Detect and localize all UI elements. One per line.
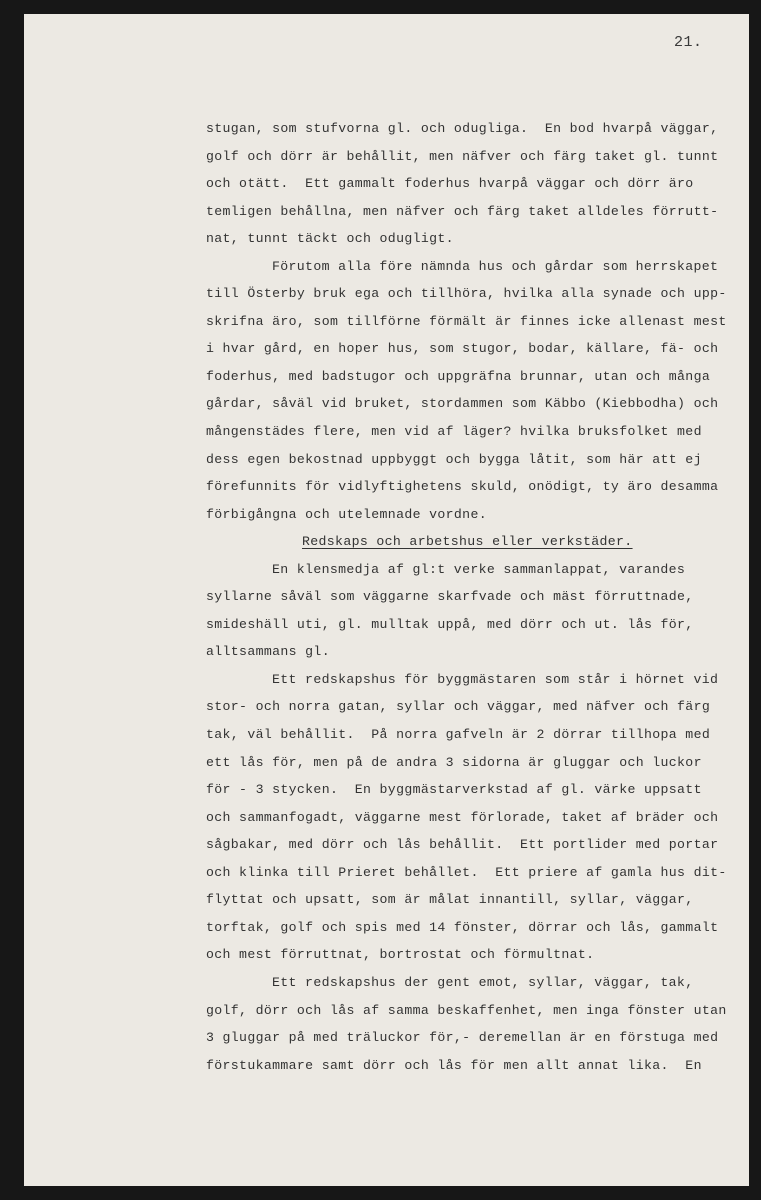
text-line: mångenstädes flere, men vid af läger? hvilka bruksfolket med [206,424,702,440]
text-line: foderhus, med badstugor och uppgräfna brunnar, utan och många [206,368,711,384]
text-line: stor- och norra gatan, syllar och väggar, med näfver och färg [206,699,711,715]
text-line: och mest förruttnat, bortrostat och förmultnat. [206,947,595,963]
text-line: dess egen bekostnad uppbyggt och bygga låtit, som här att ej [206,451,702,467]
text-line: förbigångna och utelemnade vordne. [206,506,487,522]
text-line: för - 3 stycken. En byggmästarverkstad af gl. värke uppsatt [206,782,702,798]
text-line: syllarne såväl som väggarne skarfvade och mäst förruttnade, [206,589,694,605]
text-line: och otätt. Ett gammalt foderhus hvarpå väggar och dörr äro [206,176,694,192]
text-line: förefunnits för vidlyftighetens skuld, onödigt, ty äro desamma [206,479,719,495]
text-line: i hvar gård, en hoper hus, som stugor, bodar, källare, fä- och [206,341,719,357]
text-line: och klinka till Prieret behållet. Ett priere af gamla hus dit- [206,864,727,880]
text-line: och sammanfogadt, väggarne mest förlorade, taket af bräder och [206,809,719,825]
text-line: ett lås för, men på de andra 3 sidorna är gluggar och luckor [206,754,702,770]
text-line: sågbakar, med dörr och lås behållit. Ett portlider med portar [206,837,719,853]
text-line: tak, väl behållit. På norra gafveln är 2 dörrar tillhopa med [206,727,711,743]
section-heading: Redskaps och arbetshus eller verkstäder. [302,534,633,550]
text-line: En klensmedja af gl:t verke sammanlappat, varandes [272,561,686,577]
text-line: smideshäll uti, gl. mulltak uppå, med dörr och ut. lås för, [206,616,694,632]
text-line: flyttat och upsatt, som är målat innantill, syllar, väggar, [206,892,694,908]
text-line: golf, dörr och lås af samma beskaffenhet, men inga fönster utan [206,1002,727,1018]
page-number: 21. [674,34,703,51]
document-page [24,14,749,1186]
text-line: gårdar, såväl vid bruket, stordammen som Käbbo (Kiebbodha) och [206,396,719,412]
text-line: Ett redskapshus der gent emot, syllar, väggar, tak, [272,974,694,990]
body-text [206,115,746,1079]
text-line: skrifna äro, som tillförne förmält är finnes icke allenast mest [206,313,727,329]
text-line: torftak, golf och spis med 14 fönster, dörrar och lås, gammalt [206,919,719,935]
text-line: alltsammans gl. [206,644,330,660]
text-line: temligen behållna, men näfver och färg taket alldeles förrutt- [206,203,719,219]
text-line: Förutom alla före nämnda hus och gårdar som herrskapet [272,258,719,274]
text-line: förstukammare samt dörr och lås för men allt annat lika. En [206,1057,702,1073]
text-line: Ett redskapshus för byggmästaren som står i hörnet vid [272,671,719,687]
text-line: golf och dörr är behållit, men näfver och färg taket gl. tunnt [206,148,719,164]
text-line: nat, tunnt täckt och odugligt. [206,231,454,247]
text-line: 3 gluggar på med träluckor för,- deremellan är en förstuga med [206,1030,719,1046]
text-line: till Österby bruk ega och tillhöra, hvilka alla synade och upp- [206,286,727,302]
text-line: stugan, som stufvorna gl. och odugliga. En bod hvarpå väggar, [206,121,719,136]
